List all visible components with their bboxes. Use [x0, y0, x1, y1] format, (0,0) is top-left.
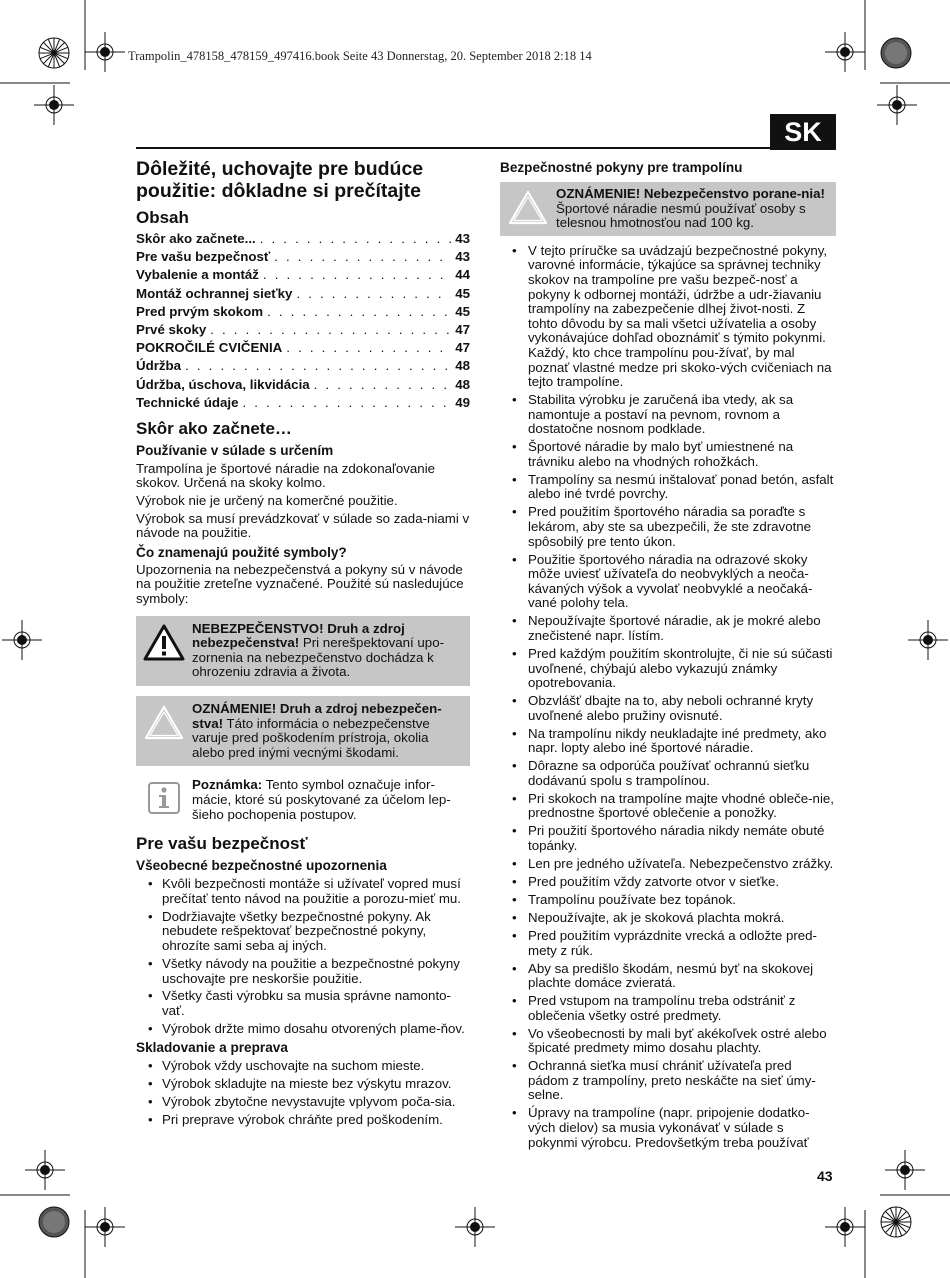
subsection-heading: Všeobecné bezpečnostné upozornenia	[136, 858, 387, 874]
crosshair-icon	[34, 85, 74, 125]
list-item: • Úpravy na trampolíne (napr. pripojenie dodatko-vých dielov) sa musia vykonávať v súlade s pokynmi výrobcu. Predovšetkým treba používať	[500, 1106, 836, 1150]
header-rule	[136, 147, 772, 149]
crosshair-icon	[825, 1207, 865, 1247]
list-item: • Výrobok držte mimo dosahu otvorených plame-ňov.	[136, 1022, 470, 1037]
list-item: • Pred použitím športového náradia sa poraďte s lekárom, aby ste sa ubezpečili, že ste zdravotne spôsobilý pre tento úkon.	[500, 505, 836, 549]
list-item: • Trampolíny sa nesmú inštalovať ponad betón, asfalt alebo iné tvrdé povrchy.	[500, 473, 836, 502]
list-item: • Výrobok zbytočne nevystavujte vplyvom poča-sia.	[136, 1095, 470, 1110]
list-item: • Trampolínu používate bez topánok.	[500, 893, 836, 908]
section-heading: Skôr ako začnete…	[136, 418, 292, 438]
print-header: Trampolin_478158_478159_497416.book Seite 43 Donnerstag, 20. September 2018 2:18 14	[128, 49, 592, 63]
left-column	[136, 158, 470, 1131]
toc-row[interactable]: Údržba, úschova, likvidácia . . . 48	[136, 377, 470, 395]
subsection-heading: Čo znamenajú použité symboly?	[136, 544, 347, 560]
notice-text: Táto informácia o nebezpečenstve varuje pred poškodením prístroja, okolia alebo pred inými vecnými škodami.	[192, 715, 430, 760]
list-item: • Kvôli bezpečnosti montáže si užívateľ vopred musí prečítať tento návod na použitie a porozu-mieť mu.	[136, 877, 470, 906]
warning-triangle-outline-icon	[507, 189, 549, 227]
crosshair-icon	[825, 32, 865, 72]
injury-notice-box	[500, 182, 836, 236]
toc-row[interactable]: Skôr ako začnete... . . . 43	[136, 231, 470, 249]
list-item: • Pri skokoch na trampolíne majte vhodné obleče-nie, prednostne športové oblečenie a ponožky.	[500, 792, 836, 821]
paragraph: Výrobok sa musí prevádzkovať v súlade so zada-niami v návode na použitie.	[136, 510, 470, 541]
toc-row[interactable]: Prvé skoky . . . 47	[136, 322, 470, 340]
notice-text: Športové náradie nesmú používať osoby s telesnou hmotnosťou nad 100 kg.	[556, 200, 806, 231]
subsection-heading: Používanie v súlade s určením	[136, 442, 334, 458]
list-item: • Všetky návody na použitie a bezpečnostné pokyny uschovajte pre neskoršie použitie.	[136, 957, 470, 986]
list-item: • Pred každým použitím skontrolujte, či nie sú súčasti uvoľnené, chýbajú alebo vykazujú známky opotrebovania.	[500, 647, 836, 691]
toc-row[interactable]: Údržba . . . 48	[136, 358, 470, 376]
toc-heading: Obsah	[136, 208, 189, 227]
toc-row[interactable]: POKROČILÉ CVIČENIA . . . 47	[136, 340, 470, 358]
list-item: • Výrobok vždy uschovajte na suchom mieste.	[136, 1059, 470, 1074]
crosshair-icon	[877, 85, 917, 125]
document-title: Dôležité, uchovajte pre budúce použitie: dôkladne si prečítajte	[136, 158, 424, 202]
crosshair-icon	[885, 1150, 925, 1190]
note-text: Tento symbol označuje infor-mácie, ktoré sú poskytované za účelom lep-šieho pochopenia postupov.	[192, 777, 451, 822]
toc-row[interactable]: Pre vašu bezpečnosť . . . 43	[136, 249, 470, 267]
crosshair-icon	[85, 1207, 125, 1247]
list-item: • Pri preprave výrobok chráňte pred poškodením.	[136, 1113, 470, 1128]
language-badge: SK	[770, 114, 836, 150]
note-box	[136, 772, 470, 828]
list-item: • Dodržiavajte všetky bezpečnostné pokyny. Ak nebudete rešpektovať bezpečnostné pokyny, ohrozíte sami seba aj iných.	[136, 910, 470, 954]
toc-row[interactable]: Vybalenie a montáž . . . 44	[136, 267, 470, 285]
crosshair-icon	[85, 32, 125, 72]
toc-row[interactable]: Montáž ochrannej sieťky . . . 45	[136, 286, 470, 304]
toc-row[interactable]: Technické údaje . . . 49	[136, 395, 470, 413]
gray-dot-icon	[880, 37, 912, 69]
danger-notice-box	[136, 616, 470, 686]
list-item: • Pred vstupom na trampolínu treba odstrániť z oblečenia všetky ostré predmety.	[500, 994, 836, 1023]
section-heading: Pre vašu bezpečnosť	[136, 834, 308, 854]
warning-notice-box	[136, 696, 470, 766]
list-item: • Ochranná sieťka musí chrániť užívateľa pred pádom z trampolíny, preto neskáčte na sieť úmy-selne.	[500, 1059, 836, 1103]
list-item: • Nepoužívajte, ak je skoková plachta mokrá.	[500, 911, 836, 926]
list-item: • Všetky časti výrobku sa musia správne namonto-vať.	[136, 989, 470, 1018]
table-of-contents	[136, 231, 470, 413]
list-item: • Nepoužívajte športové náradie, ak je mokré alebo znečistené napr. lístím.	[500, 614, 836, 643]
general-safety-list	[136, 877, 470, 1037]
warning-triangle-filled-icon	[143, 624, 185, 662]
danger-label: NEBEZPEČENSTVO! Druh a zdroj nebezpečenstva!	[192, 620, 405, 651]
paragraph: Trampolína je športové náradie na zdokonaľovanie skokov. Určená na skoky kolmo.	[136, 460, 436, 491]
list-item: • Pri použití športového náradia nikdy nemáte obuté topánky.	[500, 824, 836, 853]
paragraph: Výrobok nie je určený na komerčné použitie.	[136, 493, 398, 509]
crosshair-icon	[2, 620, 42, 660]
trampoline-safety-list	[500, 244, 836, 1150]
danger-text: Pri nerešpektovaní upo-zornenia na nebezpečenstvo dochádza k ohrozeniu zdravia a života.	[192, 635, 445, 680]
list-item: • Aby sa predišlo škodám, nesmú byť na skokovej plachte domáce zvieratá.	[500, 962, 836, 991]
toc-row[interactable]: Pred prvým skokom . . . 45	[136, 304, 470, 322]
subsection-heading: Skladovanie a preprava	[136, 1040, 288, 1056]
storage-list	[136, 1059, 470, 1128]
list-item: • Len pre jedného užívateľa. Nebezpečenstvo zrážky.	[500, 857, 836, 872]
list-item: • V tejto príručke sa uvádzajú bezpečnostné pokyny, varovné informácie, týkajúce sa správnej techniky skokov na trampolíne pre vašu bezpeč-nosť a pokyny k odbornej montáži, údržbe a udr-žiavaniu trampolíny na zabezpečenie dlhej život-nosti. Z tohto dôvodu by sa mali všetci užívatelia a osoby vykonávajúce dohľad oboznámiť s týmito pokynmi. Každý, kto chce trampolínu pou-žívať, by mal poznať vlastné medze pri skoko-vých cvičeniach na tejto trampolíne.	[500, 244, 836, 390]
list-item: • Použitie športového náradia na odrazové skoky môže uviesť užívateľa do neobvyklých a neoča-kávaných výšok a vyvolať neobvyklé a neočaká-vané polohy tela.	[500, 553, 836, 611]
warning-triangle-outline-icon	[143, 704, 185, 742]
paragraph: Upozornenia na nebezpečenstvá a pokyny sú v návode na použitie zreteľne vyznačené. Použité sú nasledujúce symboly:	[136, 561, 464, 607]
list-item: • Stabilita výrobku je zaručená iba vtedy, ak sa namontuje a postaví na pevnom, rovnom a dostatočne nosnom podklade.	[500, 393, 836, 437]
list-item: • Vo všeobecnosti by mali byť akékoľvek ostré alebo špicaté predmety mimo dosahu plachty.	[500, 1027, 836, 1056]
crosshair-icon	[455, 1207, 495, 1247]
list-item: • Športové náradie by malo byť umiestnené na trávniku alebo na vhodných rohožkách.	[500, 440, 836, 469]
subsection-heading: Bezpečnostné pokyny pre trampolínu	[500, 160, 743, 175]
info-note-icon	[146, 780, 182, 816]
list-item: • Výrobok skladujte na mieste bez výskytu mrazov.	[136, 1077, 470, 1092]
crosshair-icon	[908, 620, 948, 660]
starburst-icon	[880, 1206, 912, 1238]
crosshair-icon	[25, 1150, 65, 1190]
list-item: • Pred použitím vždy zatvorte otvor v sieťke.	[500, 875, 836, 890]
notice-label: OZNÁMENIE! Nebezpečenstvo porane-nia!	[556, 186, 825, 201]
page-number: 43	[817, 1168, 833, 1184]
notice-label: OZNÁMENIE! Druh a zdroj nebezpečen-stva!	[192, 701, 442, 731]
list-item: • Na trampolínu nikdy neukladajte iné predmety, ako napr. lopty alebo iné športové náradie.	[500, 727, 836, 756]
list-item: • Dôrazne sa odporúča používať ochrannú sieťku dodávanú spolu s trampolínou.	[500, 759, 836, 788]
starburst-icon	[38, 37, 70, 69]
note-label: Poznámka:	[192, 777, 263, 793]
gray-dot-icon	[38, 1206, 70, 1238]
list-item: • Pred použitím vyprázdnite vrecká a odložte pred-mety z rúk.	[500, 929, 836, 958]
list-item: • Obzvlášť dbajte na to, aby neboli ochranné kryty uvoľnené alebo pružiny ovisnuté.	[500, 694, 836, 723]
right-column	[500, 160, 836, 1154]
